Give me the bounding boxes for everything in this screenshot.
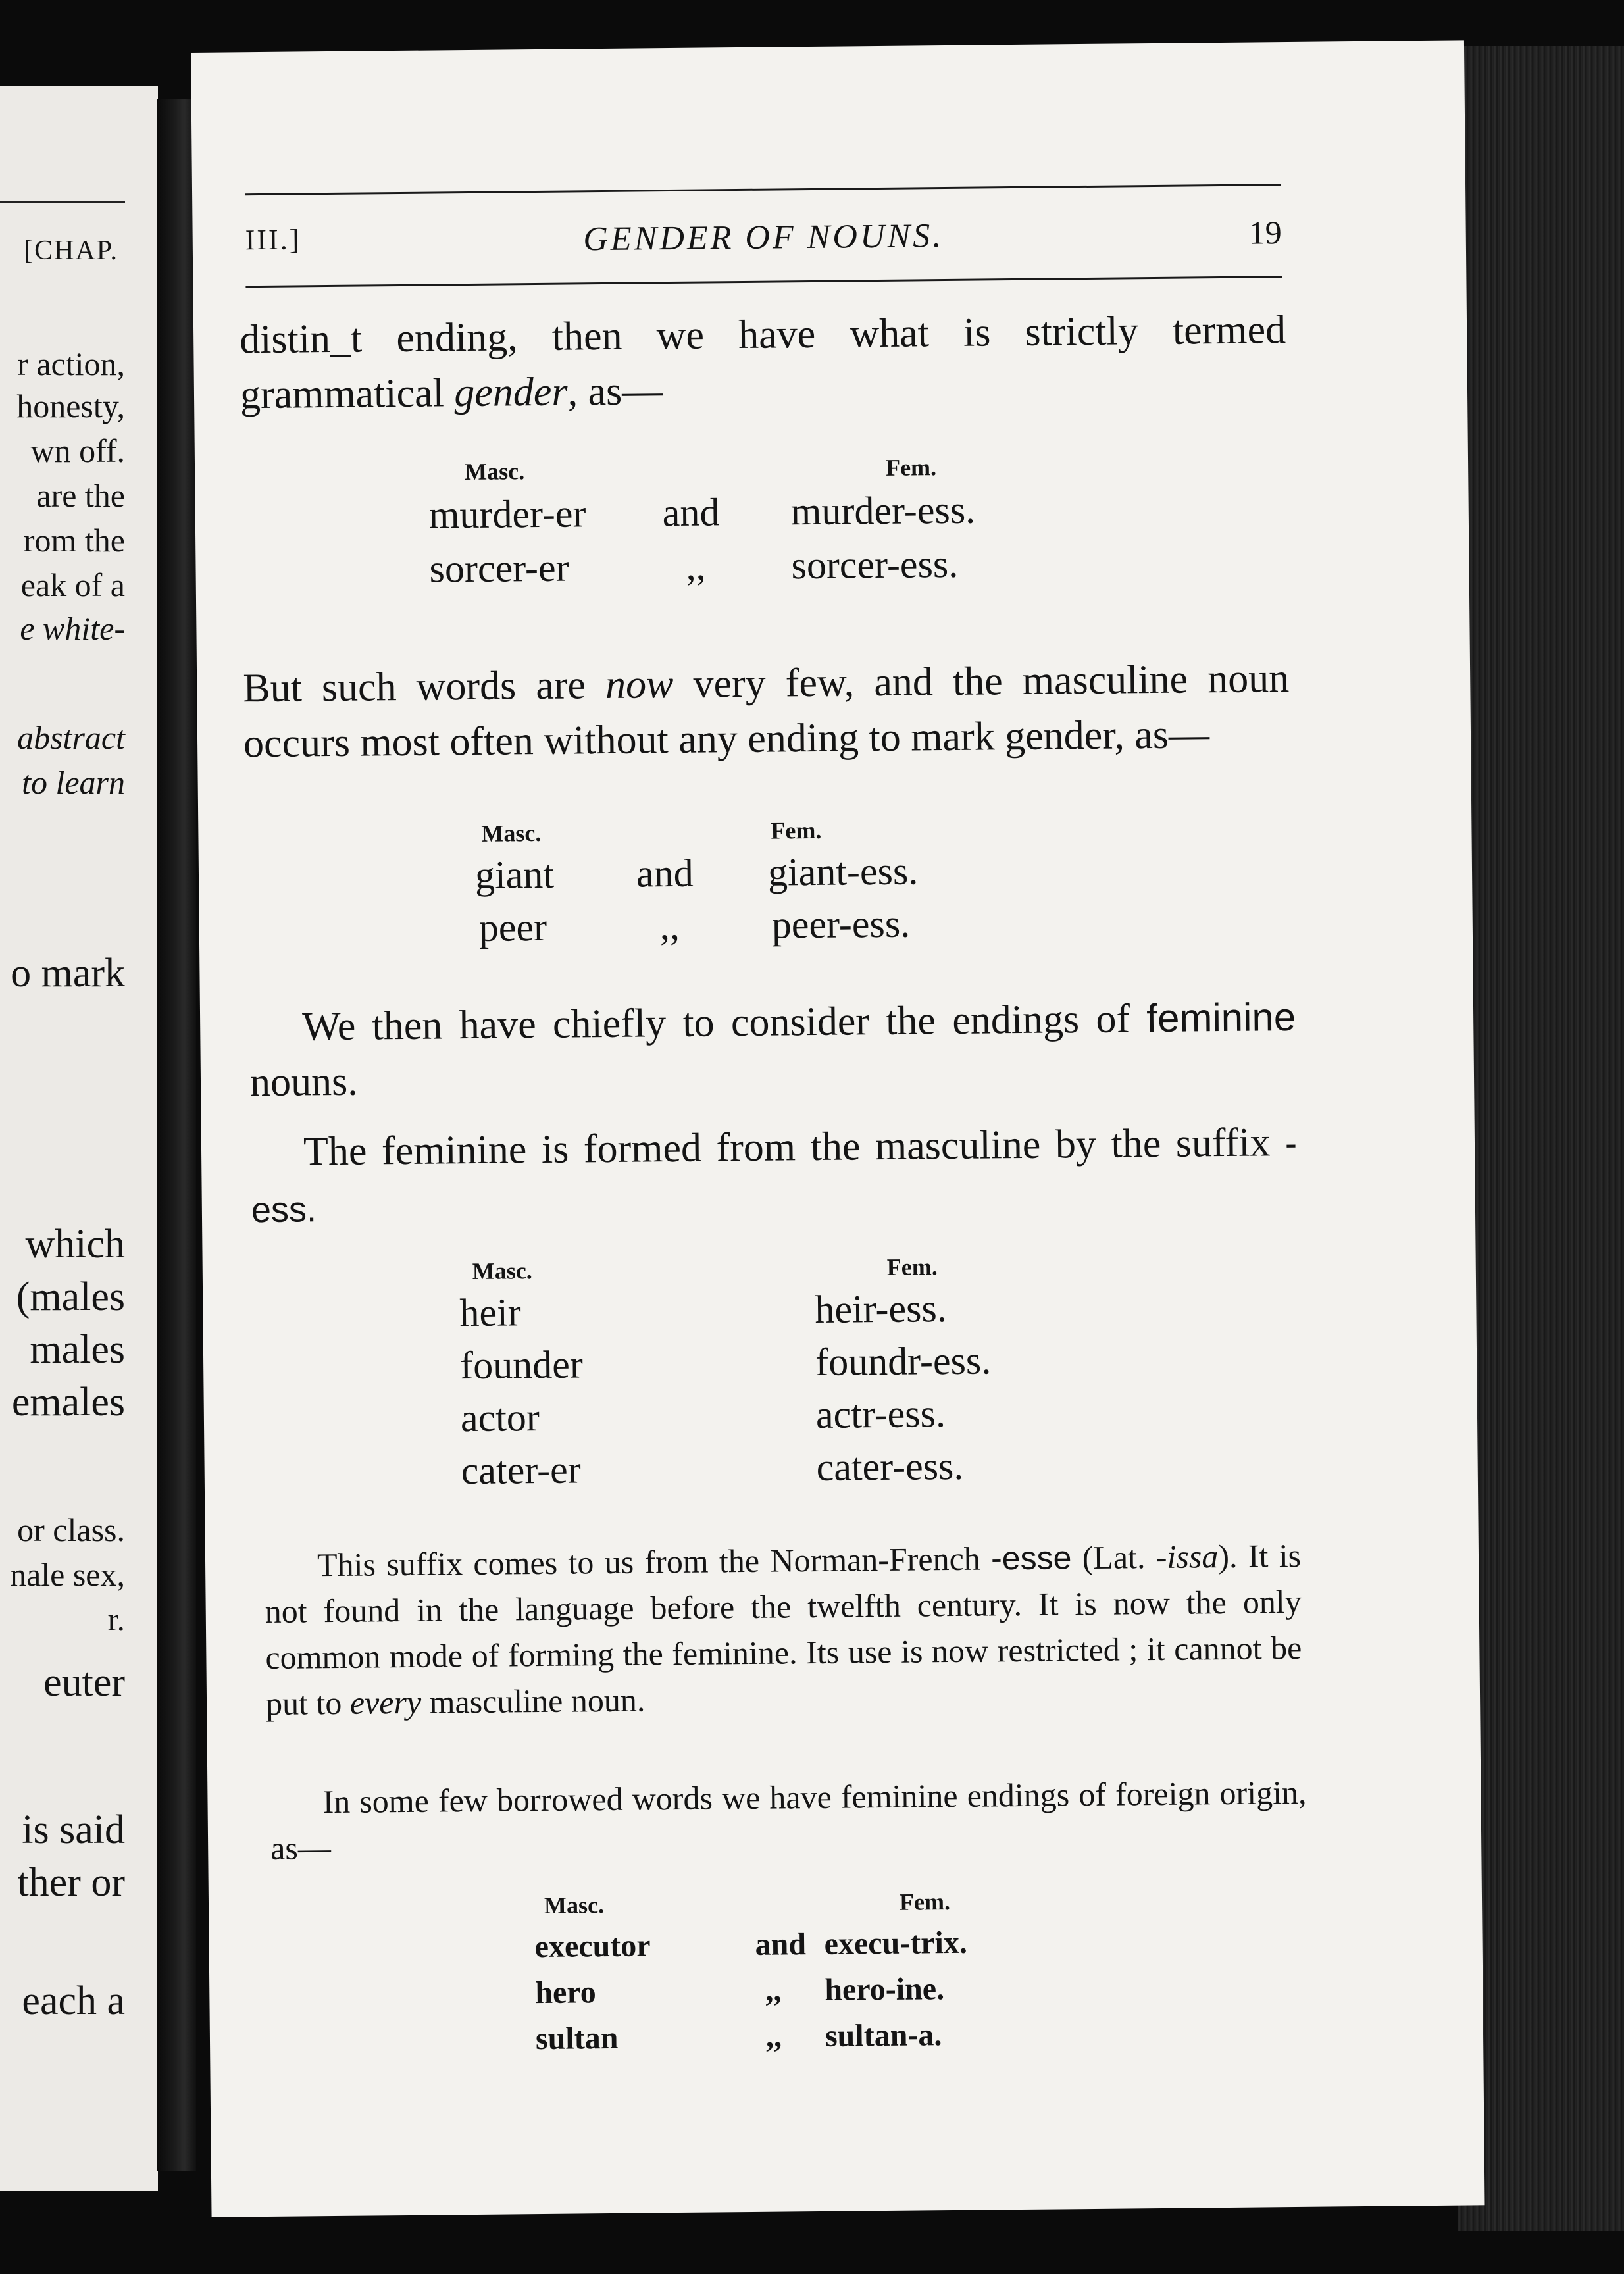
text-span: We then have chiefly to consider the endings of xyxy=(301,996,1147,1049)
masc-cell: executor xyxy=(534,1928,651,1965)
masc-cell: cater-er xyxy=(461,1448,581,1493)
text-span: grammatical xyxy=(240,370,455,418)
left-line: e white- xyxy=(20,610,125,647)
paragraph xyxy=(249,990,1297,1110)
running-header xyxy=(245,213,1282,276)
example-table xyxy=(209,1884,1395,2106)
emphasis: every xyxy=(349,1683,422,1721)
fem-header: Fem. xyxy=(885,454,937,481)
section-number: III.] xyxy=(245,223,301,257)
fem-header: Fem. xyxy=(886,1253,938,1280)
left-line: abstract xyxy=(17,719,125,756)
fem-cell: actr-ess. xyxy=(815,1392,946,1436)
page-title: GENDER OF NOUNS. xyxy=(583,217,944,259)
masc-cell: sultan xyxy=(535,2020,619,2057)
paragraph xyxy=(265,1532,1303,1727)
separator-cell: ,, xyxy=(765,2019,782,2054)
page-edges xyxy=(1458,46,1624,2231)
left-line: wn off. xyxy=(30,432,125,469)
masc-cell: murder-er xyxy=(428,492,586,537)
example-table xyxy=(198,811,1384,994)
fem-cell: cater-ess. xyxy=(816,1444,964,1489)
masc-cell: sorcer-er xyxy=(429,545,569,591)
masc-cell: founder xyxy=(459,1342,584,1388)
fem-cell: sultan-a. xyxy=(825,2017,942,2054)
masc-header: Masc. xyxy=(544,1892,605,1919)
fem-cell: execu-trix. xyxy=(824,1925,968,1961)
fem-cell: murder-ess. xyxy=(790,488,976,534)
separator-cell: and xyxy=(636,851,694,896)
left-line: ther or xyxy=(17,1860,125,1905)
text-line: distin_t ending, then we have what is strictly termed xyxy=(239,307,1286,363)
separator-cell: ,, xyxy=(765,1973,782,2008)
suffix: -esse xyxy=(990,1539,1072,1577)
masc-cell: heir xyxy=(459,1290,521,1335)
text-line xyxy=(240,357,1287,422)
strong-word: feminine xyxy=(1146,994,1296,1041)
main-page xyxy=(191,40,1484,2217)
left-line: rom the xyxy=(23,522,125,559)
paragraph xyxy=(240,302,1287,422)
text-span: But such words are xyxy=(242,662,606,711)
masc-cell: actor xyxy=(460,1396,540,1440)
fem-header: Fem. xyxy=(899,1888,951,1915)
fem-cell: hero-ine. xyxy=(825,1971,945,2008)
suffix: -ess. xyxy=(251,1123,1298,1230)
paragraph xyxy=(270,1769,1307,1871)
text-span: This suffix comes to us from the Norman-French xyxy=(317,1540,992,1584)
example-table xyxy=(195,449,1381,632)
text-span: nouns. xyxy=(249,1059,358,1105)
left-header-rule xyxy=(0,201,125,203)
text-span: very few, and the masculine noun occurs most often without any ending to mark gender, as— xyxy=(243,656,1290,767)
masc-cell: hero xyxy=(535,1975,597,2011)
separator-cell: and xyxy=(662,490,720,535)
text-span: ). It is not found in the language before the twelfth century. It is now the only common mode of forming the feminine. Its use is now restricted ; it cannot be put to xyxy=(265,1536,1302,1723)
left-line: emales xyxy=(11,1380,125,1425)
left-line: r. xyxy=(107,1601,125,1638)
left-line: which xyxy=(25,1222,125,1267)
header-rule-bottom xyxy=(245,276,1282,288)
fem-cell: heir-ess. xyxy=(815,1286,948,1331)
left-line: r action, xyxy=(17,345,125,382)
text-span: (Lat. xyxy=(1071,1538,1157,1577)
page-number: 19 xyxy=(1248,214,1282,251)
left-line: honesty, xyxy=(16,388,125,424)
header-rule-top xyxy=(245,184,1281,195)
book-gutter xyxy=(157,99,196,2171)
paragraph xyxy=(251,1115,1298,1238)
text-span: The feminine is formed from the masculine by the suffix xyxy=(303,1120,1286,1175)
left-line: to learn xyxy=(22,764,125,801)
masc-header: Masc. xyxy=(481,819,542,847)
masc-cell: peer xyxy=(478,905,547,949)
example-table xyxy=(203,1249,1390,1510)
separator-cell: ,, xyxy=(686,544,706,588)
text-span: In some few borrowed words we have feminine endings of foreign origin, as— xyxy=(270,1773,1307,1867)
left-line: is said xyxy=(22,1807,125,1852)
left-line: or class. xyxy=(17,1511,125,1548)
masc-header: Masc. xyxy=(472,1257,532,1284)
fem-cell: giant-ess. xyxy=(767,849,919,894)
left-page-fragment xyxy=(0,86,158,2191)
left-line: eak of a xyxy=(20,567,125,603)
masc-header: Masc. xyxy=(464,458,525,486)
separator-cell: ,, xyxy=(659,903,680,948)
fem-cell: sorcer-ess. xyxy=(791,542,959,588)
text-span: masculine noun. xyxy=(420,1681,646,1721)
left-line: euter xyxy=(43,1660,125,1705)
left-line: (males xyxy=(16,1275,125,1319)
fem-cell: peer-ess. xyxy=(771,901,911,947)
separator-cell: and xyxy=(755,1927,807,1962)
fem-cell: foundr-ess. xyxy=(815,1338,992,1384)
paragraph xyxy=(243,651,1290,771)
left-line: are the xyxy=(36,477,125,514)
left-header: [CHAP. xyxy=(24,236,118,266)
emphasis: now xyxy=(605,662,674,707)
left-line: each a xyxy=(22,1979,125,2023)
text-span: , as— xyxy=(567,368,663,415)
masc-cell: giant xyxy=(474,852,555,897)
emphasis: gender xyxy=(454,369,568,416)
fem-header: Fem. xyxy=(771,817,822,844)
left-line: nale sex, xyxy=(10,1556,125,1593)
left-line: o mark xyxy=(11,951,125,996)
left-line: males xyxy=(30,1327,125,1372)
latin-suffix: -issa xyxy=(1155,1538,1219,1576)
